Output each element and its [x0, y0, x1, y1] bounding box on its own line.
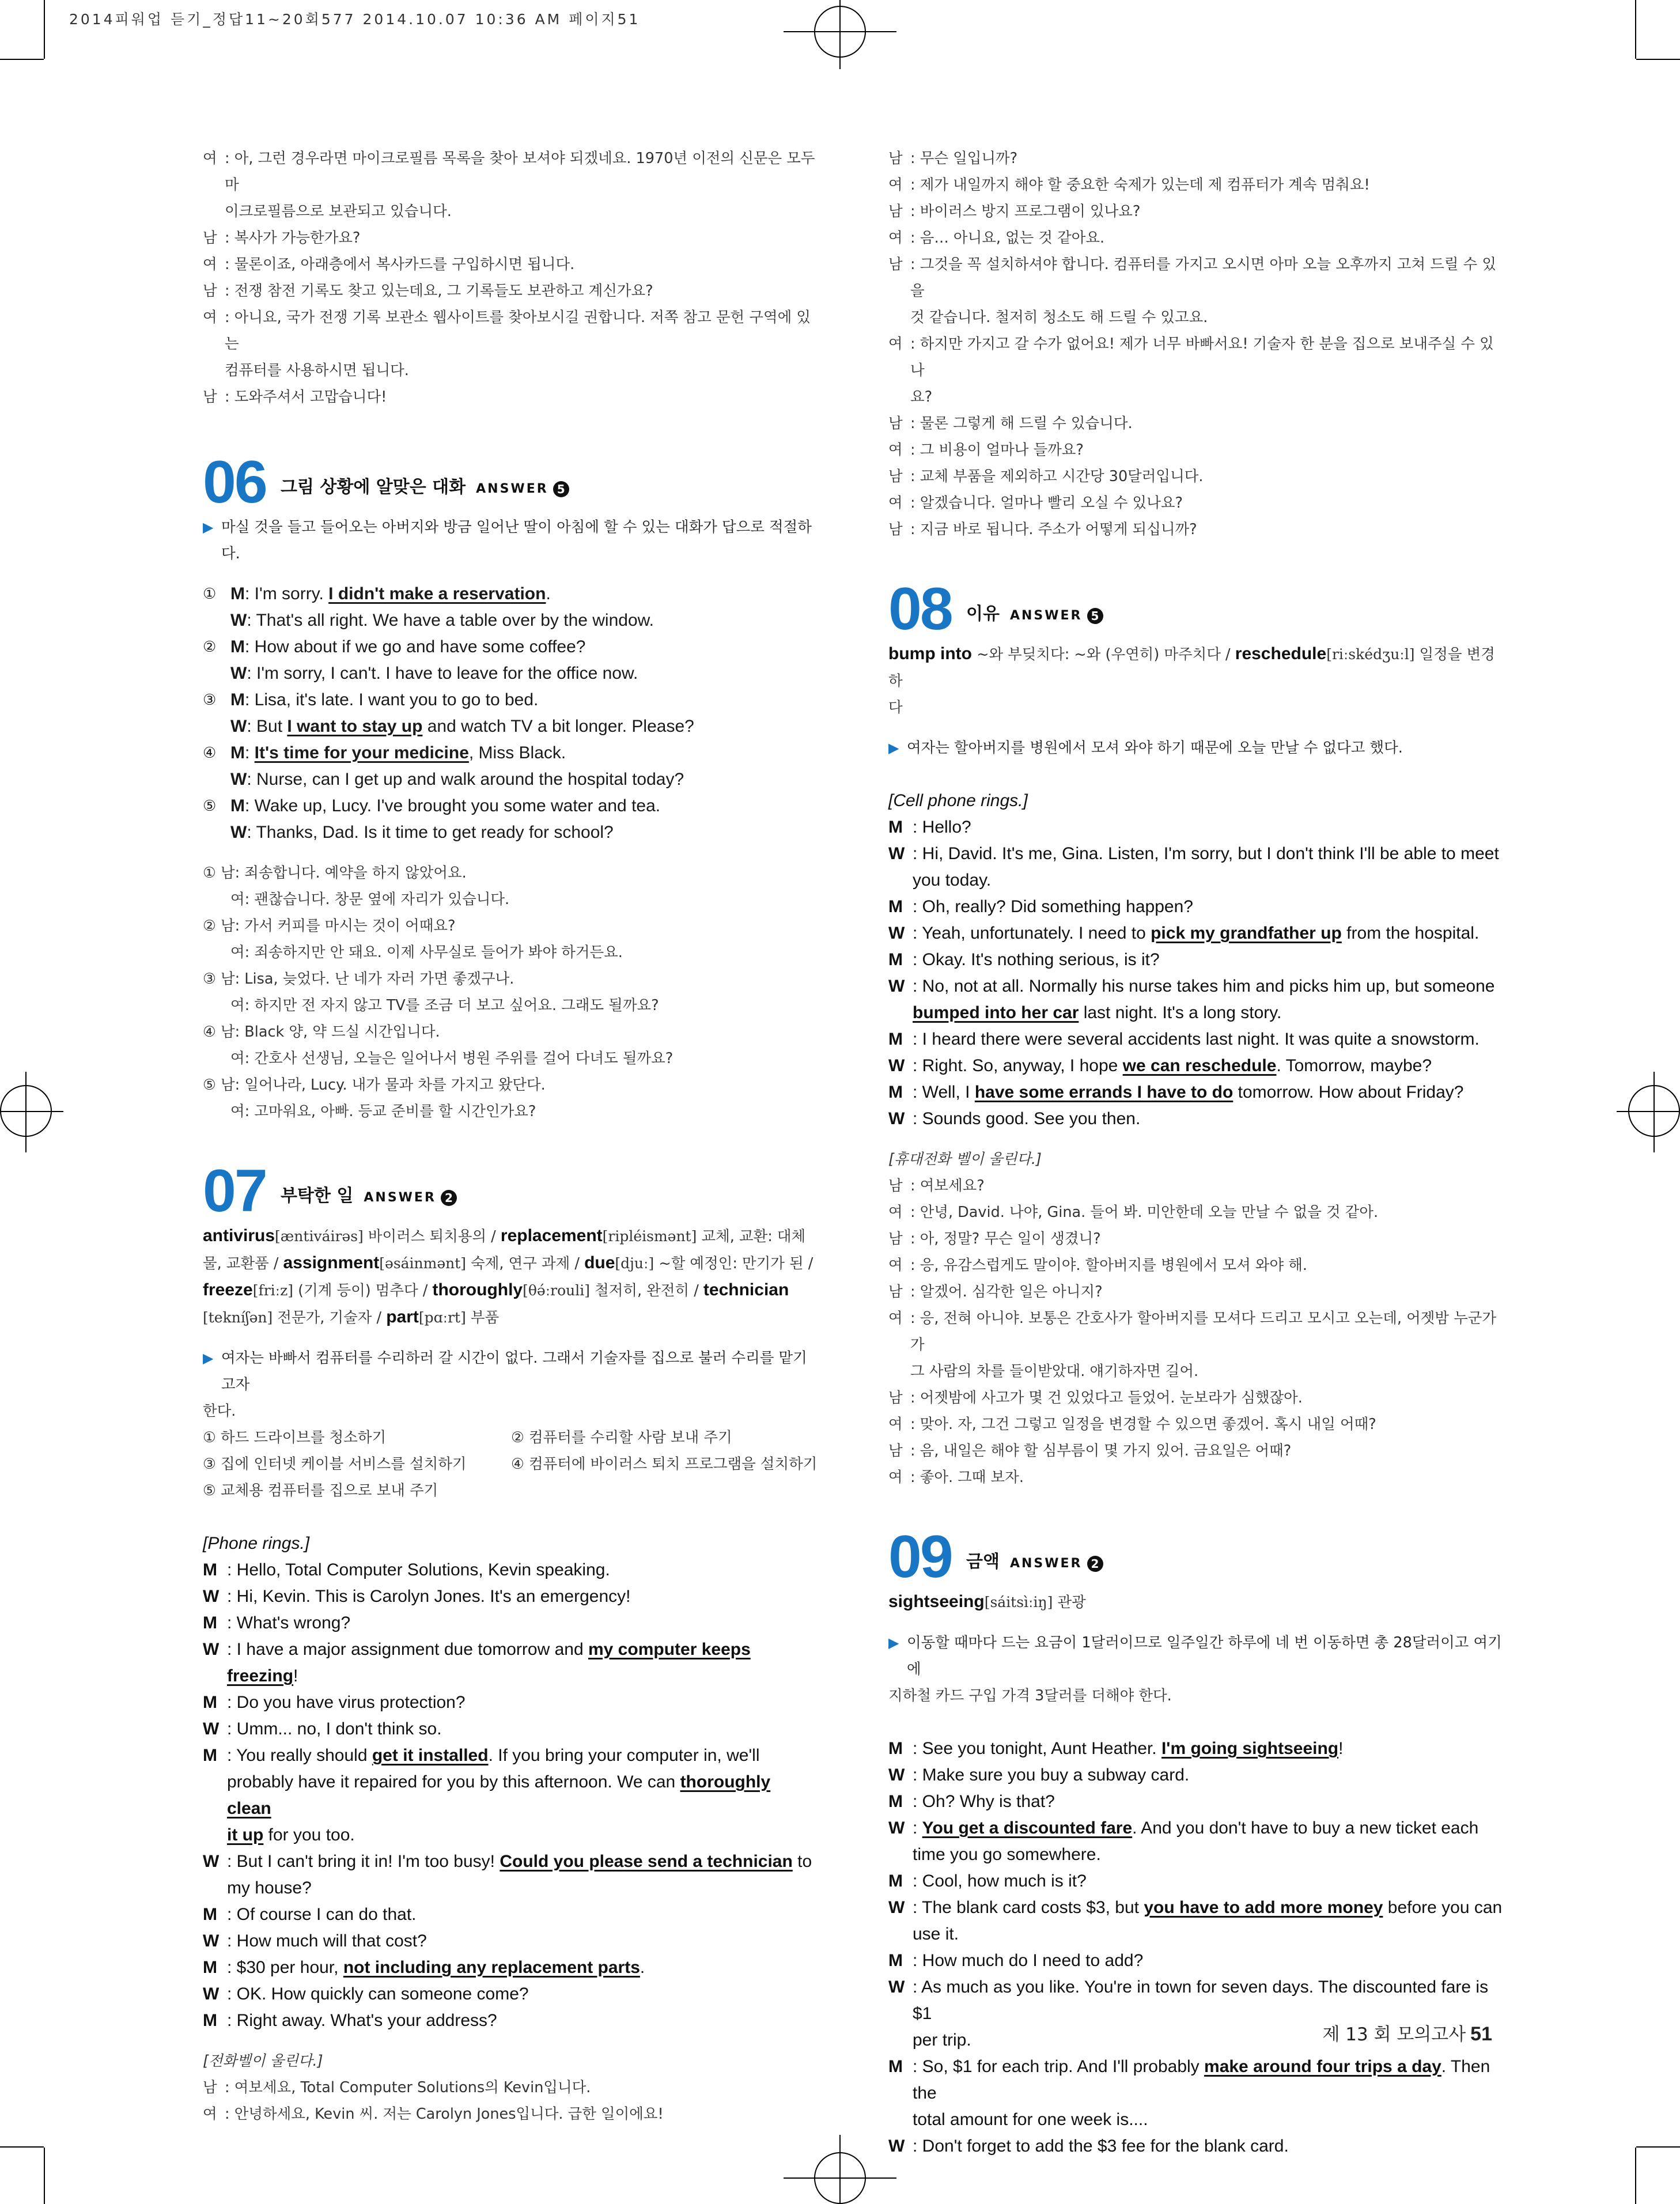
section-number: 06 [203, 449, 266, 516]
footer-label: 제 13 회 모의고사 [1322, 2024, 1466, 2045]
script-kr: [전화벨이 울린다.] 남 : 여보세요, Total Computer Solutions의 Kevin입니다. 여 : 안녕하세요, Kevin 씨. 저는 Carolyn Jones입니다. 급한 일이에요! [203, 2052, 664, 2123]
section-06-heading [203, 451, 819, 514]
section-number: 09 [888, 1523, 952, 1590]
print-header: 2014피워업 듣기_정답11~20회577 2014.10.07 10:36 AM 페이지51 [69, 11, 641, 28]
vocabulary: sightseeing[sáitsìːiŋ] 관광 [888, 1592, 1086, 1611]
explanation: ▶ 이동할 때마다 드는 요금이 1달러이므로 일주일간 하루에 네 번 이동하면 총 28달러이고 여기에 [888, 1630, 1505, 1683]
registration-mark [839, 2135, 841, 2204]
answer-options-en: ① M: I'm sorry. I didn't make a reservation. W: That's all right. We have a table over by the window. ② M: How about if we go and have some coffee? W: I'm sorry, I can't. I have to leave for the office now. ③ M: Lisa, it's late. I want you to go to bed. W: But I want to stay up and watch TV a bit longer. Please? ④ M: It's time for your medicine, Miss Black. W: Nurse, can I get up and walk around the hospital today? ⑤ M: Wake up, Lucy. I've brought you some water and tea. W: Thanks, Dad. Is it time to get ready for school? [203, 584, 694, 842]
section-number: 07 [203, 1158, 266, 1224]
triangle-icon: ▶ [888, 1635, 899, 1651]
continued-dialogue-kr: 남 : 무슨 일입니까? 여 : 제가 내일까지 해야 할 중요한 숙제가 있는데 제 컴퓨터가 계속 멈춰요! 남 : 바이러스 방지 프로그램이 있나요? 여 : 음… 아니요, 없는 것 같아요. 남 : 그것을 꼭 설치하셔야 합니다. 컴퓨터를 가지고 오시면 아마 오늘 오후까지 고쳐 드릴 수 있을 것 같습니다. 철저히 청소도 해 드릴 수 있고요. 여 : 하지만 가지고 갈 수가 없어요! 제가 너무 바빠서요! 기술자 한 분을 집으로 보내주실 수 있나 요? 남 : 물론 그렇게 해 드릴 수 있습니다. 여 : 그 비용이 얼마나 들까요? 남 : 교체 부품을 제외하고 시간당 30달러입니다. 여 : 알겠습니다. 얼마나 빨리 오실 수 있나요? 남 : 지금 바로 됩니다. 주소가 어떻게 되십니까? [888, 150, 1496, 538]
right-column [888, 145, 1505, 2160]
answer-badge: 2 [441, 1190, 457, 1206]
triangle-icon: ▶ [203, 519, 214, 535]
crop-mark [0, 2146, 44, 2148]
registration-mark [1617, 1111, 1680, 1112]
section-09-heading [888, 1525, 1505, 1589]
section-title: 부탁한 일 ANSWER 2 [281, 1181, 457, 1207]
section-title: 이유 ANSWER 5 [966, 599, 1103, 625]
explanation-cont: 한다. [203, 1402, 236, 1420]
explanation: ▶ 여자는 바빠서 컴퓨터를 수리하러 갈 시간이 없다. 그래서 기술자를 집으로 불러 수리를 맡기고자 [203, 1345, 819, 1398]
continued-dialogue-kr: 여 : 아, 그런 경우라면 마이크로필름 목록을 찾아 보셔야 되겠네요. 1970년 이전의 신문은 모두 마 이크로필름으로 보관되고 있습니다. 남 : 복사가 가능한가요? 여 : 물론이죠, 아래층에서 복사카드를 구입하시면 됩니다. 남 : 전쟁 참전 기록도 찾고 있는데요, 그 기록들도 보관하고 계신가요? 여 : 아니요, 국가 전쟁 기록 보관소 웹사이트를 찾아보시길 권합니다. 저쪽 참고 문헌 구역에 있는 컴퓨터를 사용하시면 됩니다. 남 : 도와주셔서 고맙습니다! [203, 150, 815, 406]
triangle-icon: ▶ [203, 1350, 214, 1366]
crop-mark [1636, 59, 1680, 60]
page-footer [1322, 2020, 1492, 2046]
script-kr: [휴대전화 벨이 울린다.] 남 : 여보세요? 여 : 안녕, David. 나야, Gina. 들어 봐. 미안한데 오늘 만날 수 없을 것 같아. 남 : 아, 정말? 무슨 일이 생겼니? 여 : 응, 유감스럽게도 말이야. 할아버지를 병원에서 모셔 와야 해. 남 : 알겠어. 심각한 일은 아니지? 여 : 응, 전혀 아니야. 보통은 간호사가 할아버지를 모셔다 드리고 모시고 오는데, 어젯밤 누군가가 그 사람의 차를 들이받았대. 얘기하자면 길어. 남 : 어젯밤에 사고가 몇 건 있었다고 들었어. 눈보라가 심했잖아. 여 : 맞아. 자, 그건 그렇고 일정을 변경할 수 있으면 좋겠어. 혹시 내일 어때? 남 : 음, 내일은 해야 할 심부름이 몇 가지 있어. 금요일은 어때? 여 : 좋아. 그때 보자. [888, 1151, 1496, 1486]
registration-mark [1653, 1072, 1655, 1152]
script-en: [Phone rings.] M : Hello, Total Computer Solutions, Kevin speaking. W : Hi, Kevin. This is Carolyn Jones. It's an emergency! M : What's wrong? W : I have a major assignment due tomorrow and my computer keeps freezing! M : Do you have virus protection? W : Umm... no, I don't think so. M : You really should get it installed. If you bring your computer in, we'll probably have it repaired for you by this afternoon. We can thoroughly clean it up for you too. W : But I can't bring it in! I'm too busy! Could you please send a technician to my house? M : Of course I can do that. W : How much will that cost? M : $30 per hour, not including any replacement parts. W : OK. How quickly can someone come? M : Right away. What's your address? [203, 1534, 812, 2030]
answer-badge: 5 [1087, 608, 1103, 624]
registration-mark [0, 1111, 63, 1112]
vocabulary: bump into ~와 부딪치다: ~와 (우연히) 마주치다 / reschedule[riːskédʒuːl] 일정을 변경하 다 [888, 644, 1495, 716]
section-number: 08 [888, 576, 952, 642]
answer-badge: 2 [1087, 1556, 1103, 1572]
explanation-cont: 지하철 카드 구입 가격 3달러를 더해야 한다. [888, 1687, 1172, 1704]
crop-mark [44, 2148, 45, 2204]
registration-mark [839, 0, 841, 69]
crop-mark [1636, 2146, 1680, 2148]
crop-mark [44, 0, 45, 59]
explanation: ▶ 마실 것을 들고 들어오는 아버지와 방금 일어난 딸이 아침에 할 수 있는 대화가 답으로 적절하다. [203, 514, 819, 567]
script-en: M : See you tonight, Aunt Heather. I'm going sightseeing! W : Make sure you buy a subway card. M : Oh? Why is that? W : You get a discounted fare. And you don't have to buy a new ticket each time you go somewhere. M : Cool, how much is it? W : The blank card costs $3, but you have to add more money before you can use it. M : How much do I need to add? W : As much as you like. You're in town for seven days. The discounted fare is $1 per trip. M : So, $1 for each trip. And I'll probably make around four trips a day. Then the total amount for one week is.... W : Don't forget to add the $3 fee for the blank card. [888, 1739, 1503, 2156]
vocabulary: antivirus[æntiváirəs] 바이러스 퇴치용의 / replacement[ripléismənt] 교체, 교환: 대체 물, 교환품 / assignment[əsáinmənt] 숙제, 연구 과제 / due[djuː] ~할 예정인: 만기가 된 / freeze[friːz] (기계 등이) 멈추다 / thoroughly[θə́ːrouli] 철저히, 완전히 / technician [tekníʃən] 전문가, 기술자 / part[pɑːrt] 부품 [203, 1226, 813, 1326]
section-08-heading [888, 577, 1505, 641]
answer-badge: 5 [553, 481, 569, 497]
registration-mark [25, 1072, 27, 1152]
crop-mark [0, 59, 44, 60]
crop-mark [1635, 0, 1636, 59]
crop-mark [1635, 2148, 1636, 2204]
answer-choices: ① 하드 드라이브를 청소하기 ② 컴퓨터를 수리할 사람 보내 주기 ③ 집에 인터넷 케이블 서비스를 설치하기 ④ 컴퓨터에 바이러스 퇴치 프로그램을 설치하기 ⑤ 교체용 컴퓨터를 집으로 보내 주기 [203, 1429, 818, 1499]
explanation: ▶ 여자는 할아버지를 병원에서 모셔 와야 하기 때문에 오늘 만날 수 없다고 했다. [888, 735, 1505, 761]
left-column [203, 145, 819, 2127]
section-title: 금액 ANSWER 2 [966, 1547, 1103, 1572]
script-en: [Cell phone rings.] M : Hello? W : Hi, David. It's me, Gina. Listen, I'm sorry, but I don't think I'll be able to meet you today. M : Oh, really? Did something happen? W : Yeah, unfortunately. I need to pick my grandfather up from the hospital. M : Okay. It's nothing serious, is it? W : No, not at all. Normally his nurse takes him and picks him up, but someone bumped into her car last night. It's a long story. M : I heard there were several accidents last night. It was quite a snowstorm. W : Right. So, anyway, I hope we can reschedule. Tomorrow, maybe? M : Well, I have some errands I have to do tomorrow. How about Friday? W : Sounds good. See you then. [888, 791, 1499, 1128]
triangle-icon: ▶ [888, 740, 899, 756]
section-07-heading [203, 1159, 819, 1223]
answer-options-kr: ① 남: 죄송합니다. 예약을 하지 않았어요. 여: 괜찮습니다. 창문 옆에 자리가 있습니다. ② 남: 가서 커피를 마시는 것이 어때요? 여: 죄송하지만 안 돼요. 이제 사무실로 들어가 봐야 하거든요. ③ 남: Lisa, 늦었다. 난 네가 자러 가면 좋겠구나. 여: 하지만 전 자지 않고 TV를 조금 더 보고 싶어요. 그래도 될까요? ④ 남: Black 양, 약 드실 시간입니다. 여: 간호사 선생님, 오늘은 일어나서 병원 주위를 걸어 다녀도 될까요? ⑤ 남: 일어나라, Lucy. 내가 물과 차를 가지고 왔단다. 여: 고마워요, 아빠. 등교 준비를 할 시간인가요? [203, 864, 673, 1120]
page-number: 51 [1470, 2023, 1492, 2045]
section-title: 그림 상황에 알맞은 대화 ANSWER 5 [281, 472, 569, 498]
